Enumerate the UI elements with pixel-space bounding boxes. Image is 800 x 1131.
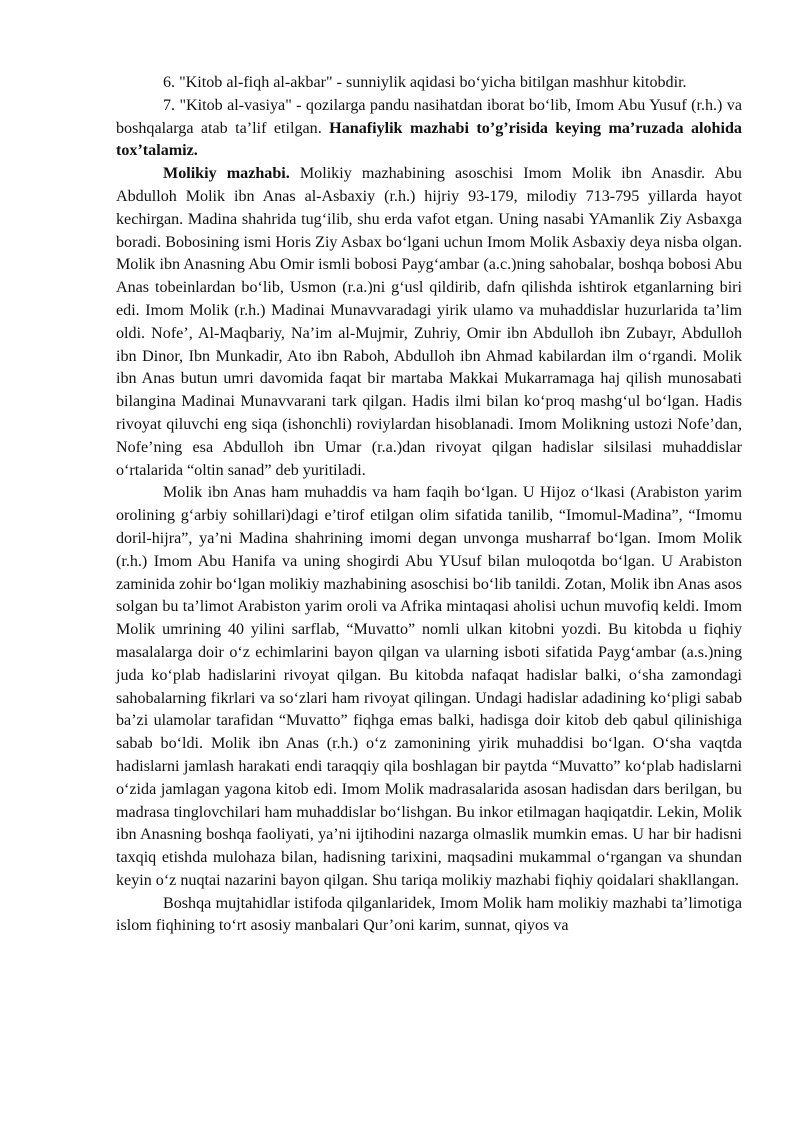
paragraph-sources-text: Boshqa mujtahidlar istifoda qilganlaridek, Imom Molik ham molikiy mazhabi ta’limotiga islom fiqhining to‘rt asosiy manbalari Qur’oni karim, sunnat, qiyos va bbox=[116, 894, 742, 935]
list-item-6 bbox=[116, 72, 742, 95]
list-item-7 bbox=[116, 95, 742, 163]
paragraph-maliki-text: Molikiy mazhabining asoschisi Imom Molik ibn Anasdir. Abu Abdulloh Molik ibn Anas al-Asbaxiy (r.h.) hijriy 93-179, milodiy 713-795 yillarda hayot kechirgan. Madina shahrida tug‘ilib, shu erda vafot etgan. Uning nasabi YAmanlik Ziy Asbaxga boradi. Bobosining ismi Horis Ziy Asbax bo‘lgani uchun Imom Molik Asbaxiy deya nisba olgan. Molik ibn Anasning Abu Omir ismli bobosi Payg‘ambar (a.c.)ning sahobalar, boshqa bobosi Abu Anas tobeinlardan bo‘lib, Usmon (r.a.)ni g‘usl qildirib, dafn qilishda ishtirok etganlarning biri edi. Imom Molik (r.h.) Madinai Munavvaradagi yirik ulamo va muhaddislar huzurlarida ta’lim oldi. Nofe’, Al-Maqbariy, Na’im al-Mujmir, Zuhriy, Omir ibn Abdulloh ibn Zubayr, Abdulloh ibn Dinor, Ibn Munkadir, Ato ibn Raboh, Abdulloh ibn Ahmad kabilardan ilm o‘rgandi. Molik ibn Anas butun umri davomida faqat bir martaba Makkai Mukarramaga haj qilish munosabati bilangina Madinai Munavvarani tark qilgan. Hadis ilmi bilan ko‘proq mashg‘ul bo‘lgan. Hadis rivoyat qiluvchi eng siqa (ishonchli) roviylardan hisoblanadi. Imom Molikning ustozi Nofe’dan, Nofe’ning esa Abdulloh ibn Umar (r.a.)dan rivoyat qilgan hadislar silsilasi muhaddislar o‘rtalarida “oltin sanad” deb yuritiladi. bbox=[116, 165, 742, 479]
paragraph-maliki bbox=[116, 163, 742, 482]
paragraph-sources bbox=[116, 893, 742, 939]
paragraph-malik-muhaddis-text: Molik ibn Anas ham muhaddis va ham faqih bo‘lgan. U Hijoz o‘lkasi (Arabiston yarim orolining g‘arbiy sohillari)dagi e’tirof etilgan olim sifatida tanilib, “Imomul-Madina”, “Imomu doril-hijra”, ya’ni Madina shahrining imomi degan unvonga musharraf bo‘lgan. Imom Molik (r.h.) Imom Abu Hanifa va uning shogirdi Abu YUsuf bilan muloqotda bo‘lgan. U Arabiston zaminida zohir bo‘lgan molikiy mazhabining asoschisi bo‘lib tanildi. Zotan, Molik ibn Anas asos solgan bu ta’limot Arabiston yarim oroli va Afrika mintaqasi aholisi uchun muvofiq keldi. Imom Molik umrining 40 yilini sarflab, “Muvatto” nomli ulkan kitobni yozdi. Bu kitobda u fiqhiy masalalarga doir o‘z echimlarini bayon qilgan va ularning isboti sifatida Payg‘ambar (a.s.)ning juda ko‘plab hadislarini rivoyat qilgan. Bu kitobda nafaqat hadislar balki, o‘sha zamondagi sahobalarning fikrlari va so‘zlari ham rivoyat qilingan. Undagi hadislar adadining ko‘pligi sabab ba’zi ulamolar tarafidan “Muvatto” fiqhga emas balki, hadisga doir kitob deb qabul qilinishiga sabab bo‘ldi. Molik ibn Anas (r.h.) o‘z zamonining yirik muhaddisi bo‘lgan. O‘sha vaqtda hadislarni jamlash harakati endi taraqqiy qila boshlagan bir paytda “Muvatto” ko‘plab hadislarni o‘zida jamlagan yagona kitob edi. Imom Molik madrasalarida asosan hadisdan dars berilgan, bu madrasa tinglovchilari ham muhaddislar bo‘lishgan. Bu inkor etilmagan haqiqatdir. Lekin, Molik ibn Anasning boshqa faoliyati, ya’ni ijtihodini nazarga olmaslik mumkin emas. U har bir hadisni taxqiq etishda mulohaza bilan, hadisning tarixini, maqsadini mukammal o‘rgangan va shundan keyin o‘z nuqtai nazarini bayon qilgan. Shu tariqa molikiy mazhabi fiqhiy qoidalari shakllangan. bbox=[116, 484, 742, 889]
list-item-7-bold-note: Hanafiylik mazhabi to’g’risida keying ma’ruzada alohida tox’talamiz. bbox=[116, 119, 742, 160]
section-heading-maliki: Molikiy mazhabi. bbox=[163, 165, 290, 183]
list-item-7-text: 7. "Kitob al-vasiya" - qozilarga pandu nasihatdan iborat bo‘lib, Imom Abu Yusuf (r.h.) va boshqalarga atab ta’lif etilgan. bbox=[116, 96, 742, 137]
paragraph-malik-muhaddis bbox=[116, 482, 742, 892]
list-item-6-text: 6. "Kitob al-fiqh al-akbar" - sunniylik aqidasi bo‘yicha bitilgan mashhur kitobdir. bbox=[163, 74, 687, 91]
document-page bbox=[116, 72, 742, 938]
